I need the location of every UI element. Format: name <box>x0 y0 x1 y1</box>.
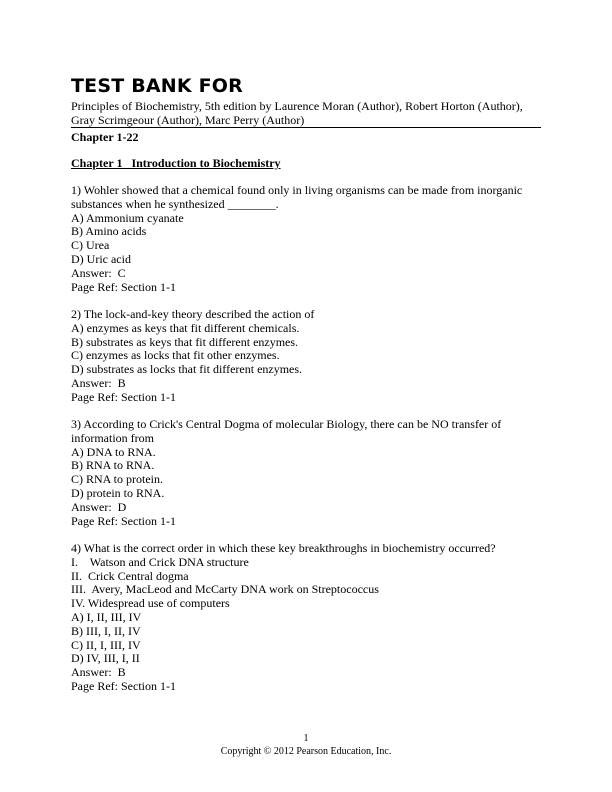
option-b: B) substrates as keys that fit different enzymes. <box>71 334 299 349</box>
page-ref: Page Ref: Section 1-1 <box>71 513 176 528</box>
option-c: C) Urea <box>71 238 110 253</box>
option-c: C) enzymes as locks that fit other enzymes. <box>71 348 280 363</box>
book-citation: Principles of Biochemistry, 5th edition by Laurence Moran (Author), Robert Horton (Author), Gray Scrimgeour (Author), Marc Perry (Author) <box>71 99 523 127</box>
question-stem: 2) The lock-and-key theory described the action of <box>71 307 315 321</box>
option-d: D) IV, III, I, II <box>71 651 140 666</box>
question-4 <box>71 542 543 694</box>
page-ref: Page Ref: Section 1-1 <box>71 678 176 693</box>
option-d: D) Uric acid <box>71 251 131 266</box>
answer: Answer: B <box>71 665 126 680</box>
answer: Answer: D <box>71 499 127 514</box>
page-ref: Page Ref: Section 1-1 <box>71 279 176 294</box>
answer: Answer: B <box>71 375 126 390</box>
page-number: 1 <box>303 733 309 744</box>
option-d: D) substrates as locks that fit different enzymes. <box>71 362 303 377</box>
page-ref: Page Ref: Section 1-1 <box>71 389 176 404</box>
answer: Answer: C <box>71 265 126 280</box>
option-a: A) enzymes as keys that fit different chemicals. <box>71 320 300 335</box>
list-line-iv: IV. Widespread use of computers <box>71 596 230 611</box>
list-line-ii: II. Crick Central dogma <box>71 568 189 583</box>
question-stem: 3) According to Crick's Central Dogma of molecular Biology, there can be NO transfer of information from <box>71 417 505 445</box>
option-b: B) Amino acids <box>71 224 147 239</box>
option-c: C) RNA to protein. <box>71 472 163 487</box>
header-divider <box>71 127 541 128</box>
question-3 <box>71 418 543 528</box>
option-b: B) RNA to RNA. <box>71 458 155 473</box>
option-a: A) Ammonium cyanate <box>71 210 184 225</box>
option-a: A) I, II, III, IV <box>71 609 142 624</box>
option-a: A) DNA to RNA. <box>71 444 156 459</box>
option-c: C) II, I, III, IV <box>71 637 141 652</box>
option-d: D) protein to RNA. <box>71 485 165 500</box>
copyright-notice: Copyright © 2012 Pearson Education, Inc. <box>220 746 392 757</box>
chapter-range: Chapter 1-22 <box>71 130 139 144</box>
question-stem: 1) Wohler showed that a chemical found only in living organisms can be made from inorganic substances when he synthesized ________. <box>71 183 526 211</box>
chapter-heading: Chapter 1 Introduction to Biochemistry <box>71 156 281 170</box>
document-title: TEST BANK FOR <box>71 75 243 97</box>
list-line-iii: III. Avery, MacLeod and McCarty DNA work on Streptococcus <box>71 582 379 597</box>
option-b: B) III, I, II, IV <box>71 623 141 638</box>
question-1 <box>71 184 543 294</box>
question-stem: 4) What is the correct order in which these key breakthroughs in biochemistry occurred? <box>71 541 496 555</box>
question-2 <box>71 308 543 405</box>
list-line-i: I. Watson and Crick DNA structure <box>71 554 249 569</box>
